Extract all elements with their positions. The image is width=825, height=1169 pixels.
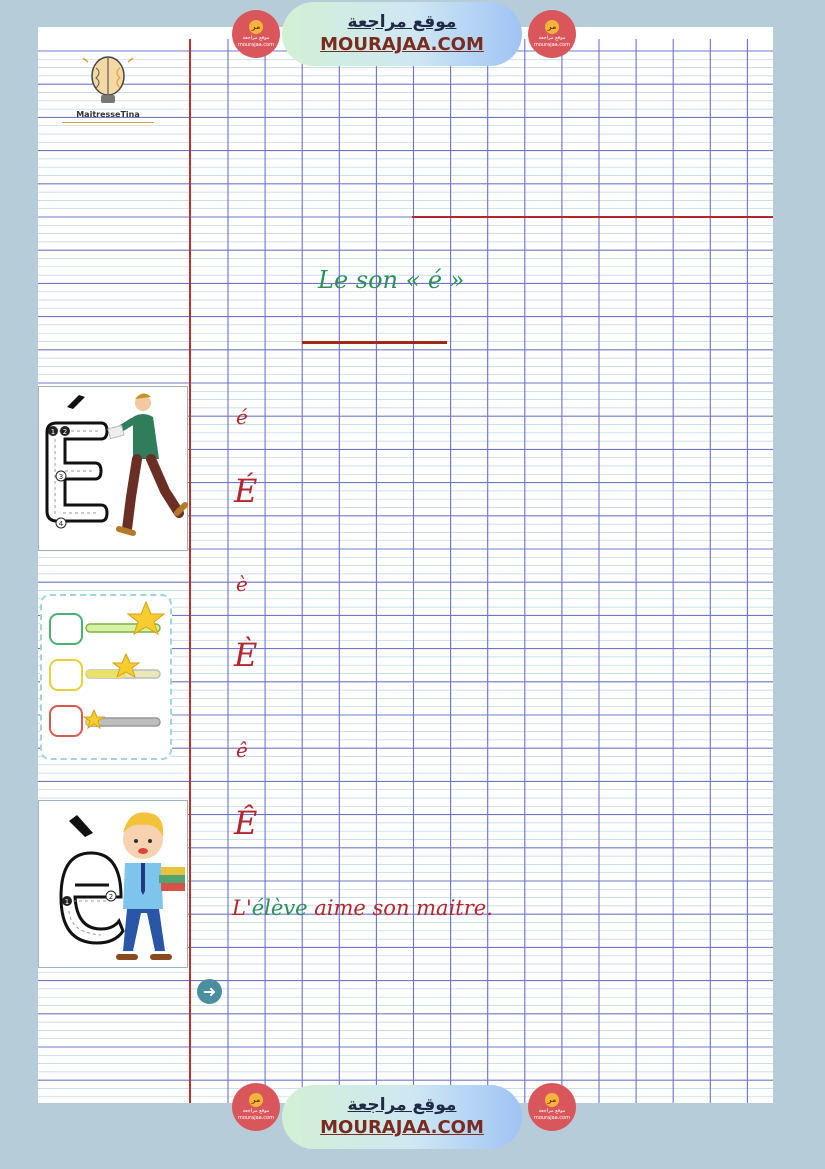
- model-sentence: [232, 896, 493, 920]
- letter-e-grave-tracing-card: [38, 800, 188, 968]
- sentence-part-2: élève: [251, 896, 308, 920]
- badge-glyph: مر: [545, 1093, 559, 1107]
- e-acute-tracing-illustration: [39, 387, 189, 552]
- mourajaa-badge-icon: [528, 10, 576, 58]
- badge-glyph: مر: [249, 1093, 263, 1107]
- lightbulb-brain-icon: [58, 50, 158, 110]
- step-2-label: 2: [108, 893, 114, 901]
- model-letter-E-grave: È: [234, 636, 258, 674]
- model-letter-e-circumflex: ê: [236, 738, 248, 762]
- bottom-banner-arabic[interactable]: موقع مراجعة: [347, 1095, 457, 1115]
- top-site-banner[interactable]: [282, 2, 522, 66]
- badge-line-1: موقع مراجعة: [242, 35, 270, 41]
- badge-line-1: موقع مراجعة: [242, 1108, 270, 1114]
- badge-glyph: مر: [249, 20, 263, 34]
- maitresse-tina-logo: [58, 50, 158, 130]
- letter-e-acute-tracing-card: [38, 386, 188, 551]
- badge-glyph: مر: [545, 20, 559, 34]
- step-1-label: 1: [50, 428, 56, 436]
- top-banner-arabic[interactable]: موقع مراجعة: [347, 12, 457, 32]
- bottom-banner-site[interactable]: MOURAJAA.COM: [320, 1117, 484, 1138]
- badge-line-2: mourajaa.com: [237, 1115, 274, 1121]
- mourajaa-badge-icon: [232, 1083, 280, 1131]
- logo-brand-text: MaitresseTina: [76, 110, 140, 119]
- checkbox-full: [50, 614, 82, 644]
- model-letter-e-grave: è: [236, 572, 248, 596]
- badge-line-1: موقع مراجعة: [538, 1108, 566, 1114]
- badge-line-2: mourajaa.com: [533, 42, 570, 48]
- top-banner-site[interactable]: MOURAJAA.COM: [320, 34, 484, 55]
- step-1-label: 1: [64, 898, 70, 906]
- badge-line-2: mourajaa.com: [237, 42, 274, 48]
- badge-line-2: mourajaa.com: [533, 1115, 570, 1121]
- step-2-label: 2: [62, 428, 68, 436]
- model-letter-e-acute: é: [236, 405, 248, 429]
- self-evaluation-scale: [42, 596, 170, 758]
- step-3-label: 3: [58, 473, 64, 481]
- model-letter-E-acute: É: [234, 472, 258, 510]
- self-evaluation-card: [40, 594, 172, 760]
- mourajaa-badge-icon: [232, 10, 280, 58]
- badge-line-1: موقع مراجعة: [538, 35, 566, 41]
- mourajaa-badge-icon: [528, 1083, 576, 1131]
- bottom-site-banner[interactable]: [282, 1085, 522, 1149]
- model-letter-E-circumflex: Ê: [234, 804, 258, 842]
- lesson-title: Le son « é »: [318, 266, 465, 294]
- step-4-label: 4: [58, 520, 64, 528]
- sentence-part-3: aime son maitre.: [307, 896, 493, 920]
- next-arrow-button[interactable]: [197, 979, 222, 1004]
- arrow-right-circle-icon: ➜: [202, 982, 217, 1001]
- sentence-part-1: L': [232, 896, 252, 920]
- title-underline: [302, 341, 447, 344]
- checkbox-low: [50, 706, 82, 736]
- checkbox-medium: [50, 660, 82, 690]
- e-grave-tracing-illustration: [39, 801, 189, 969]
